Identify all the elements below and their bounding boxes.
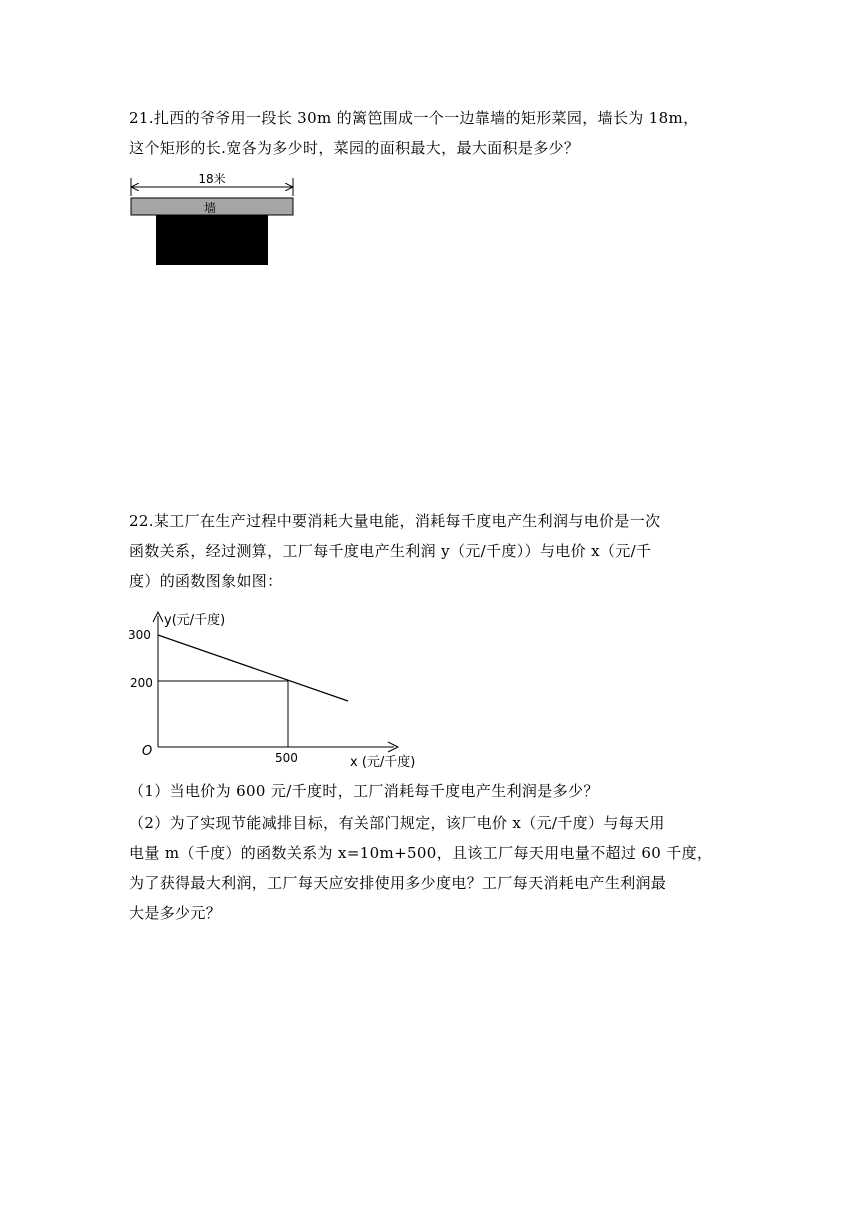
- question-22-graph: [126, 608, 436, 776]
- dimension-label: 18米: [198, 172, 226, 186]
- question-21-figure: [126, 168, 298, 268]
- question-22-line-1: 22.某工厂在生产过程中要消耗大量电能，消耗每千度电产生利润与电价是一次: [129, 512, 661, 530]
- x-axis-label: x (元/千度): [350, 755, 416, 770]
- question-22-part-2-line-1: （2）为了实现节能减排目标，有关部门规定，该厂电价 x（元/千度）与每天用: [129, 814, 665, 832]
- question-22-part-2-line-2: 电量 m（千度）的函数关系为 x=10m+500，且该工厂每天用电量不超过 60 千度，: [129, 844, 713, 862]
- question-21-line-2: 这个矩形的长.宽各为多少时，菜园的面积最大，最大面积是多少？: [129, 139, 580, 157]
- garden-rect: [156, 215, 268, 265]
- y-tick-200: 200: [130, 676, 153, 690]
- question-21-text: [129, 103, 734, 163]
- question-22-part-1: [129, 776, 734, 806]
- x-tick-500: 500: [275, 751, 298, 765]
- y-axis-label: y(元/千度): [164, 613, 226, 628]
- question-22-part-2: [129, 808, 734, 928]
- question-22-line-3: 度）的函数图象如图：: [129, 572, 283, 590]
- question-22-line-2: 函数关系，经过测算，工厂每千度电产生利润 y（元/千度））与电价 x（元/千: [129, 542, 652, 560]
- y-tick-300: 300: [128, 628, 151, 642]
- question-22-text: [129, 506, 734, 596]
- origin-label: O: [142, 744, 153, 759]
- question-22-part-1-line: （1）当电价为 600 元/千度时，工厂消耗每千度电产生利润是多少？: [129, 782, 599, 800]
- wall-label: 墙: [203, 201, 217, 215]
- question-22-part-2-line-3: 为了获得最大利润，工厂每天应安排使用多少度电？工厂每天消耗电产生利润最: [129, 874, 667, 892]
- function-line: [158, 635, 348, 701]
- question-22-part-2-line-4: 大是多少元？: [129, 904, 222, 922]
- question-21-line-1: 21.扎西的爷爷用一段长 30m 的篱笆围成一个一边靠墙的矩形菜园，墙长为 18m，: [129, 109, 699, 127]
